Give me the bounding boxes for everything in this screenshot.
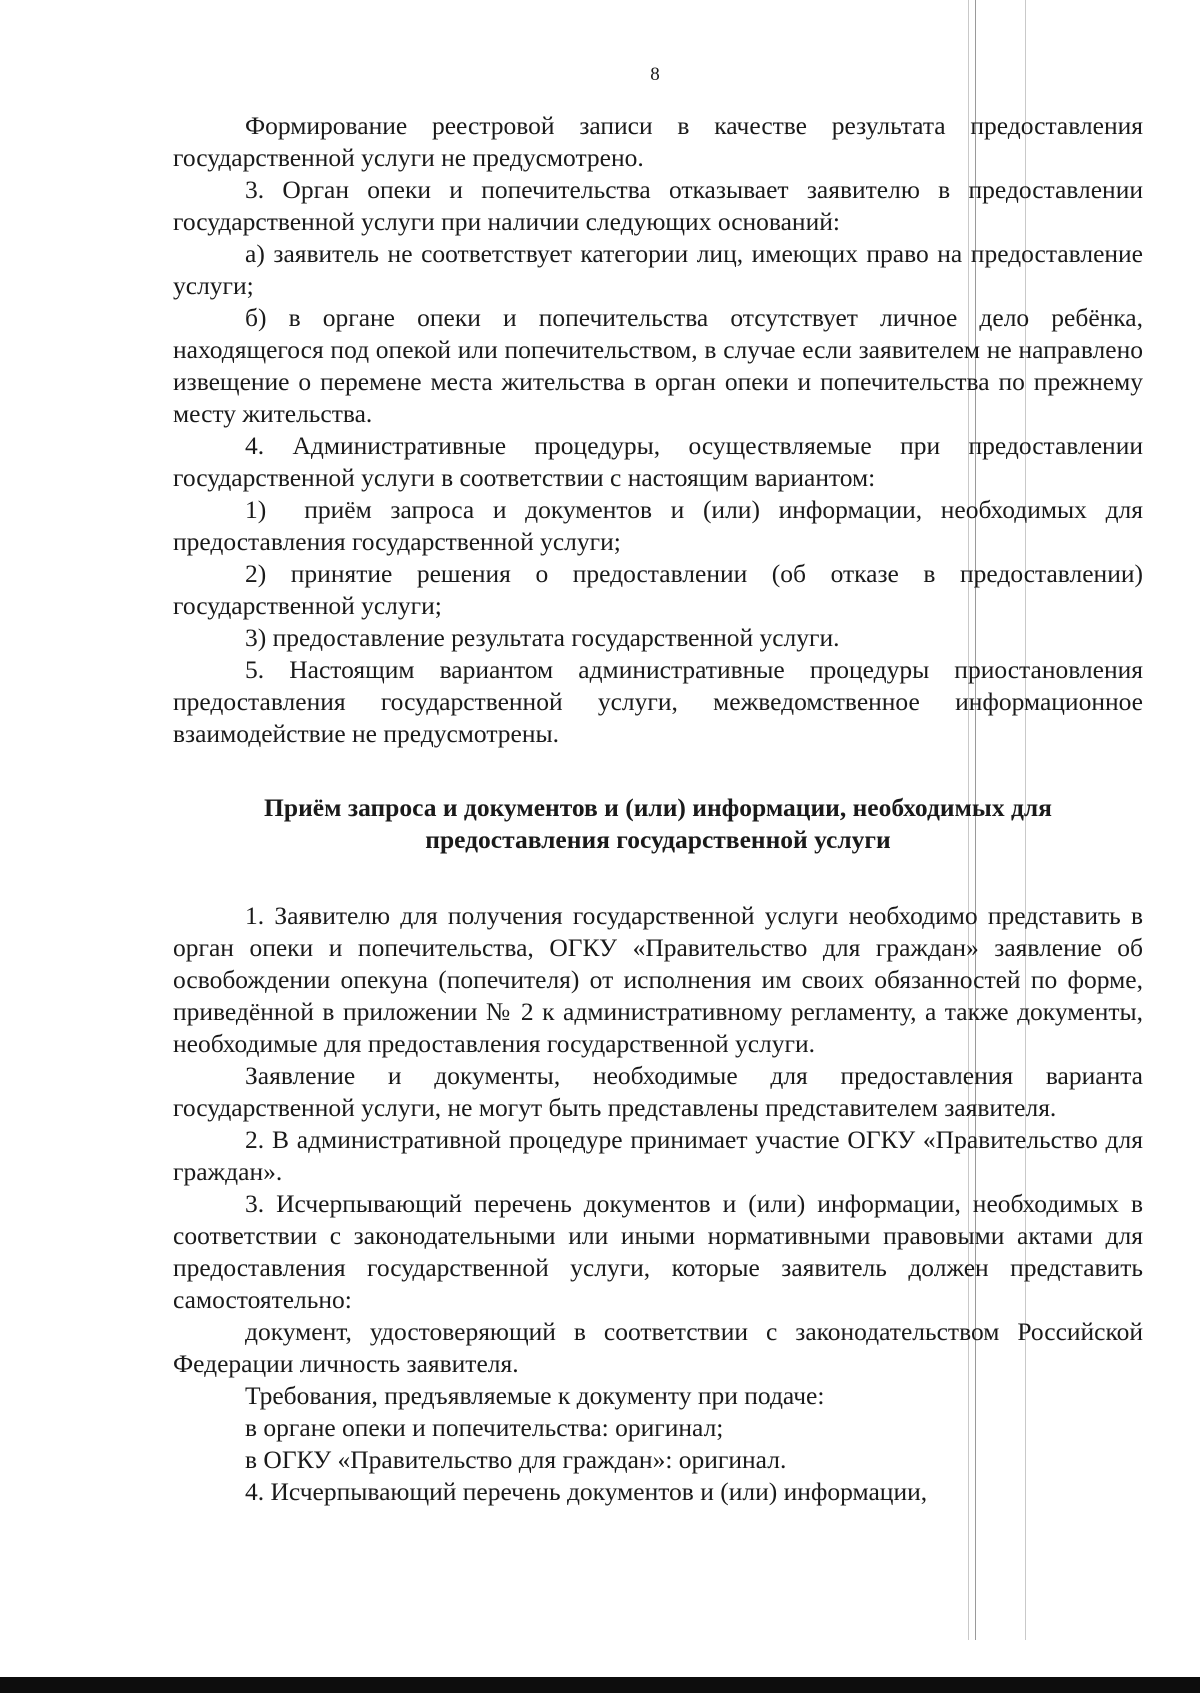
paragraph: 3. Исчерпывающий перечень документов и (или) информации, необходимых в соответствии с законодательными или иными нормативными правовыми актами для предоставления государственной услуги, которые заявитель должен представить самостоятельно:: [173, 1189, 1143, 1314]
list-item-number: 1): [245, 495, 267, 524]
paragraph: 2) принятие решения о предоставлении (об отказе в предоставлении) государственной услуги;: [173, 559, 1143, 620]
paragraph: 5. Настоящим вариантом административные процедуры приостановления предоставления государственной услуги, межведомственное информационное взаимодействие не предусмотрены.: [173, 655, 1143, 748]
document-body: [173, 110, 1143, 1508]
list-item: [173, 494, 1143, 558]
paragraph: 4. Административные процедуры, осуществляемые при предоставлении государственной услуги в соответствии с настоящим вариантом:: [173, 431, 1143, 492]
section-heading: Приём запроса и документов и (или) информации, необходимых для предоставления государственной услуги: [264, 793, 1052, 854]
paragraph: 3. Орган опеки и попечительства отказывает заявителю в предоставлении государственной услуги при наличии следующих оснований:: [173, 175, 1143, 236]
paragraph: в органе опеки и попечительства: оригинал;: [245, 1413, 724, 1442]
scan-bottom-edge: [0, 1677, 1200, 1693]
paragraph: 3) предоставление результата государственной услуги.: [245, 623, 840, 652]
paragraph: 2. В административной процедуре принимает участие ОГКУ «Правительство для граждан».: [173, 1125, 1143, 1186]
paragraph: документ, удостоверяющий в соответствии с законодательством Российской Федерации личность заявителя.: [173, 1317, 1143, 1378]
paragraph: в ОГКУ «Правительство для граждан»: оригинал.: [245, 1445, 787, 1474]
paragraph: б) в органе опеки и попечительства отсутствует личное дело ребёнка, находящегося под опекой или попечительством, в случае если заявителем не направлено извещение о перемене места жительства в орган опеки и попечительства по прежнему месту жительства.: [173, 303, 1143, 428]
paragraph: 4. Исчерпывающий перечень документов и (или) информации,: [245, 1477, 928, 1506]
list-item-text: приём запроса и документов и (или) информации, необходимых для предоставления государственной услуги;: [173, 495, 1143, 556]
paragraph: а) заявитель не соответствует категории лиц, имеющих право на предоставление услуги;: [173, 239, 1143, 300]
paragraph: Формирование реестровой записи в качестве результата предоставления государственной услуги не предусмотрено.: [173, 111, 1143, 172]
page-number: 8: [650, 64, 660, 85]
paragraph: 1. Заявителю для получения государственной услуги необходимо представить в орган опеки и попечительства, ОГКУ «Правительство для граждан» заявление об освобождении опекуна (попечителя) от исполнения им своих обязанностей по форме, приведённой в приложении № 2 к административному регламенту, а также документы, необходимые для предоставления государственной услуги.: [173, 901, 1143, 1058]
paragraph: Требования, предъявляемые к документу при подаче:: [245, 1381, 825, 1410]
paragraph: Заявление и документы, необходимые для предоставления варианта государственной услуги, не могут быть представлены представителем заявителя.: [173, 1061, 1143, 1122]
